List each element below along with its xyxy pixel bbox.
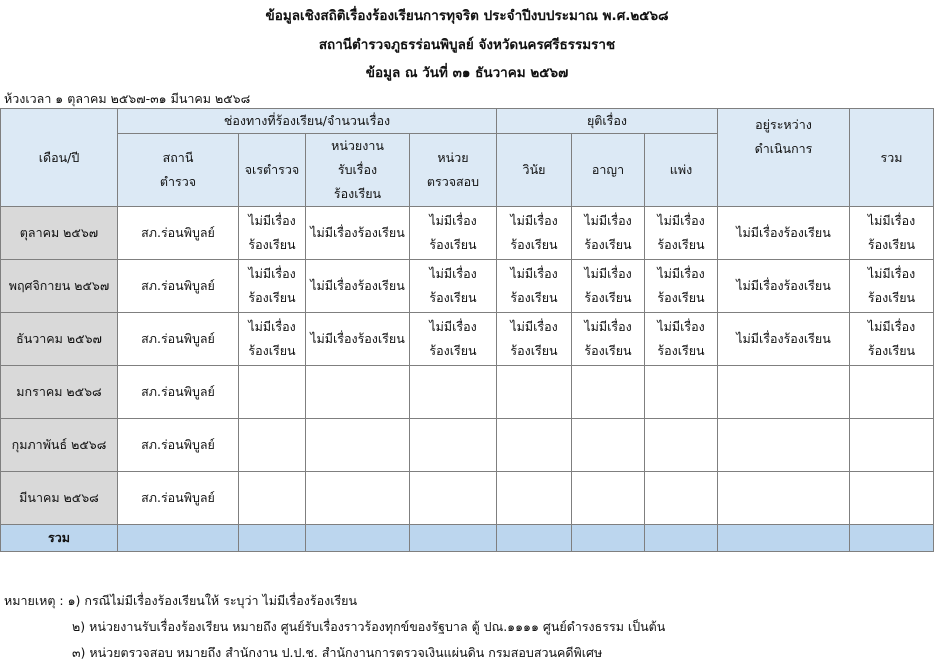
note-2: ๒) หน่วยงานรับเรื่องร้องเรียน หมายถึง ศูนย์รับเรื่องราวร้องทุกข์ของรัฐบาล ตู้ ปณ.๑๑๑๑ ศูนย์ดำรงธรรม เป็นต้น [72, 619, 666, 634]
station-cell: สภ.ร่อนพิบูลย์ [118, 313, 239, 366]
station-cell: สภ.ร่อนพิบูลย์ [118, 419, 239, 472]
value-cell: ไม่มีเรื่อง ร้องเรียน [645, 313, 718, 366]
value-cell [572, 366, 645, 419]
value-cell: ไม่มีเรื่อง ร้องเรียน [645, 207, 718, 260]
value-cell [410, 366, 497, 419]
value-cell: ไม่มีเรื่อง ร้องเรียน [850, 313, 934, 366]
value-cell [497, 366, 572, 419]
value-cell: ไม่มีเรื่องร้องเรียน [718, 207, 850, 260]
value-cell: ไม่มีเรื่อง ร้องเรียน [497, 260, 572, 313]
value-cell [572, 472, 645, 525]
total-cell [497, 525, 572, 552]
note-3: ๓) หน่วยตรวจสอบ หมายถึง สำนักงาน ป.ป.ช. สำนักงานการตรวจเงินแผ่นดิน กรมสอบสวนคดีพิเศษ [72, 645, 603, 660]
value-cell [645, 366, 718, 419]
value-cell: ไม่มีเรื่อง ร้องเรียน [497, 313, 572, 366]
value-cell: ไม่มีเรื่อง ร้องเรียน [850, 207, 934, 260]
month-cell: พฤศจิกายน ๒๕๖๗ [1, 260, 118, 313]
month-cell: กุมภาพันธ์ ๒๕๖๘ [1, 419, 118, 472]
value-cell [850, 419, 934, 472]
month-cell: ตุลาคม ๒๕๖๗ [1, 207, 118, 260]
header-in-progress: อยู่ระหว่าง ดำเนินการ [718, 109, 850, 207]
month-cell: มีนาคม ๒๕๖๘ [1, 472, 118, 525]
data-date-title: ข้อมูล ณ วันที่ ๓๑ ธันวาคม ๒๕๖๗ [365, 65, 569, 81]
value-cell [239, 419, 306, 472]
table-row [1, 366, 934, 419]
value-cell: ไม่มีเรื่องร้องเรียน [718, 313, 850, 366]
total-cell [118, 525, 239, 552]
note-1: หมายเหตุ : ๑) กรณีไม่มีเรื่องร้องเรียนให้ ระบุว่า ไม่มีเรื่องร้องเรียน [4, 593, 358, 608]
total-cell [850, 525, 934, 552]
report-title: ข้อมูลเชิงสถิติเรื่องร้องเรียนการทุจริต ประจำปีงบประมาณ พ.ศ.๒๕๖๘ [265, 8, 669, 24]
total-row-label: รวม [1, 525, 118, 552]
value-cell [850, 472, 934, 525]
value-cell: ไม่มีเรื่อง ร้องเรียน [239, 207, 306, 260]
value-cell [497, 472, 572, 525]
value-cell: ไม่มีเรื่องร้องเรียน [718, 260, 850, 313]
value-cell: ไม่มีเรื่องร้องเรียน [306, 260, 410, 313]
table-row [1, 419, 934, 472]
value-cell [850, 366, 934, 419]
header-total: รวม [850, 109, 934, 207]
value-cell [306, 419, 410, 472]
value-cell [410, 419, 497, 472]
station-title: สถานีตำรวจภูธรร่อนพิบูลย์ จังหวัดนครศรีธรรมราช [318, 37, 616, 53]
header-resolved-group: ยุติเรื่อง [497, 109, 718, 134]
table-row [1, 207, 934, 260]
header-discipline: วินัย [497, 134, 572, 207]
value-cell: ไม่มีเรื่อง ร้องเรียน [239, 260, 306, 313]
value-cell: ไม่มีเรื่อง ร้องเรียน [410, 260, 497, 313]
complaint-statistics-table [0, 108, 934, 552]
value-cell [306, 366, 410, 419]
table-row [1, 313, 934, 366]
table-row [1, 472, 934, 525]
value-cell [645, 419, 718, 472]
value-cell [718, 419, 850, 472]
header-station: สถานี ตำรวจ [118, 134, 239, 207]
value-cell [497, 419, 572, 472]
header-audit-agency: หน่วย ตรวจสอบ [410, 134, 497, 207]
total-cell [645, 525, 718, 552]
header-month: เดือน/ปี [1, 109, 118, 207]
period-label: ห้วงเวลา ๑ ตุลาคม ๒๕๖๗-๓๑ มีนาคม ๒๕๖๘ [4, 91, 251, 106]
value-cell: ไม่มีเรื่อง ร้องเรียน [410, 313, 497, 366]
value-cell [306, 472, 410, 525]
value-cell: ไม่มีเรื่อง ร้องเรียน [239, 313, 306, 366]
value-cell: ไม่มีเรื่อง ร้องเรียน [410, 207, 497, 260]
month-cell: ธันวาคม ๒๕๖๗ [1, 313, 118, 366]
total-cell [410, 525, 497, 552]
station-cell: สภ.ร่อนพิบูลย์ [118, 260, 239, 313]
value-cell [239, 366, 306, 419]
station-cell: สภ.ร่อนพิบูลย์ [118, 366, 239, 419]
value-cell: ไม่มีเรื่อง ร้องเรียน [497, 207, 572, 260]
value-cell [410, 472, 497, 525]
value-cell: ไม่มีเรื่องร้องเรียน [306, 207, 410, 260]
total-cell [718, 525, 850, 552]
value-cell: ไม่มีเรื่อง ร้องเรียน [572, 207, 645, 260]
header-receiving-agency: หน่วยงาน รับเรื่อง ร้องเรียน [306, 134, 410, 207]
month-cell: มกราคม ๒๕๖๘ [1, 366, 118, 419]
header-police-inspector: จเรตำรวจ [239, 134, 306, 207]
value-cell: ไม่มีเรื่อง ร้องเรียน [572, 313, 645, 366]
value-cell: ไม่มีเรื่อง ร้องเรียน [850, 260, 934, 313]
total-cell [306, 525, 410, 552]
value-cell [645, 472, 718, 525]
header-civil: แพ่ง [645, 134, 718, 207]
value-cell: ไม่มีเรื่อง ร้องเรียน [572, 260, 645, 313]
value-cell [239, 472, 306, 525]
total-cell [239, 525, 306, 552]
header-channels-group: ช่องทางที่ร้องเรียน/จำนวนเรื่อง [118, 109, 497, 134]
value-cell [572, 419, 645, 472]
value-cell [718, 472, 850, 525]
station-cell: สภ.ร่อนพิบูลย์ [118, 472, 239, 525]
value-cell: ไม่มีเรื่องร้องเรียน [306, 313, 410, 366]
table-row [1, 260, 934, 313]
station-cell: สภ.ร่อนพิบูลย์ [118, 207, 239, 260]
value-cell: ไม่มีเรื่อง ร้องเรียน [645, 260, 718, 313]
header-criminal: อาญา [572, 134, 645, 207]
value-cell [718, 366, 850, 419]
total-cell [572, 525, 645, 552]
